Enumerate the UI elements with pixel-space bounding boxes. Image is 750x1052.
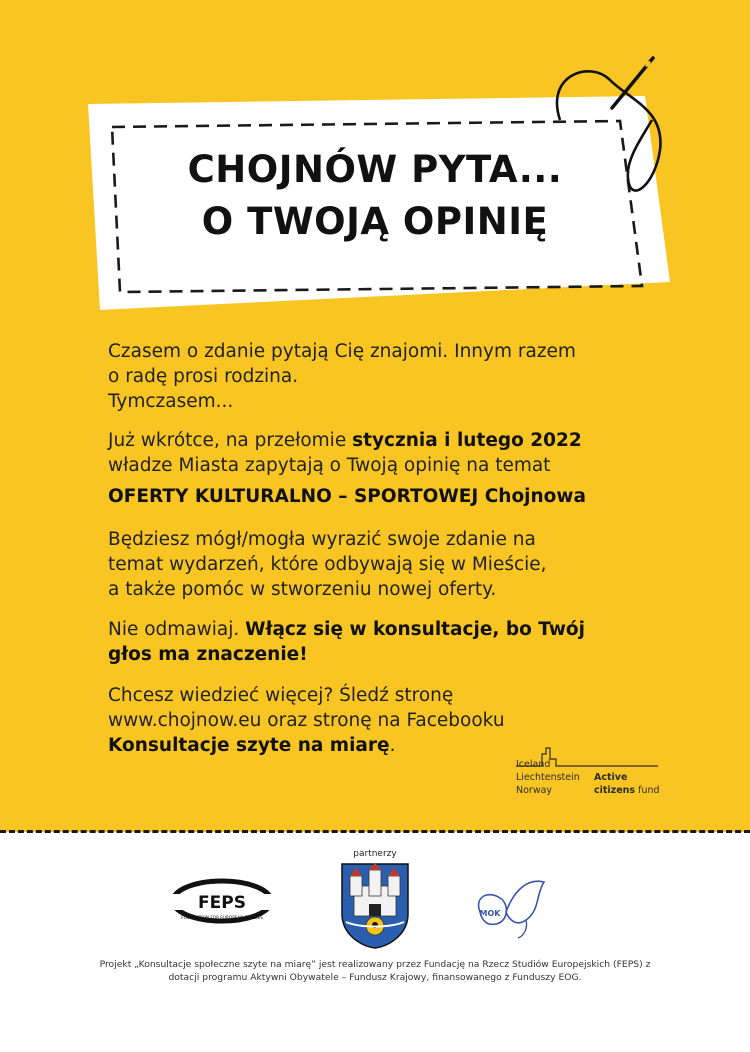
eea-country-3: Norway [516,785,553,796]
title-line-2: O TWOJĄ OPINIĘ [201,200,549,243]
intro-line-3: Tymczasem... [108,391,234,412]
title-line-1: CHOJNÓW PYTA... [187,148,563,191]
opinion-paragraph [108,527,668,602]
fund-word: fund [635,785,660,796]
intro-paragraph [108,339,668,414]
active-citizens-fund-logo [516,745,666,805]
fund-line-1: Active [594,772,628,783]
facebook-page-name[interactable]: Konsultacje szyte na miarę [108,735,390,756]
eea-country-1: Iceland [516,759,551,770]
more-info-line-1: Chcesz wiedzieć więcej? Śledź stronę [108,685,454,706]
opinion-line-3: a także pomóc w stworzeniu nowej oferty. [108,579,497,600]
intro-line-1: Czasem o zdanie pytają Cię znajomi. Innym razem [108,341,576,362]
partners-label: partnerzy [353,849,397,859]
fund-line-2 [594,785,660,797]
feps-logo-sub: FOUNDATION FOR EUROPEAN STUDIES [181,915,263,920]
project-info-line-2: dotacji programu Aktywni Obywatele – Fundusz Krajowy, finansowanego z Funduszy EOG. [168,972,582,983]
call-to-action-paragraph [108,617,668,667]
feps-logo-text: FEPS [198,893,246,913]
mok-logo-text: MOK [479,909,501,918]
cta-bold-2: głos ma znaczenie! [108,644,308,665]
website-link[interactable]: www.chojnow.eu oraz stronę na Facebooku [108,710,505,731]
announcement-paragraph [108,428,668,478]
fund-citizens: citizens [594,785,636,796]
mok-logo [470,872,560,942]
announcement-line-2: władze Miasta zapytają o Twoją opinię na temat [108,455,551,476]
intro-line-2: o radę prosi rodzina. [108,366,299,387]
coat-of-arms-icon [340,862,410,950]
opinion-line-2: temat wydarzeń, które odbywają się w Mieście, [108,554,547,575]
cta-bold-1: Włącz się w konsultacje, bo Twój [245,619,585,640]
dashed-divider [0,830,750,833]
cta-text: Nie odmawiaj. [108,619,246,640]
topic-heading: OFERTY KULTURALNO – SPORTOWEJ Chojnowa [108,486,586,507]
opinion-line-1: Będziesz mógł/mogła wyrazić swoje zdanie na [108,529,536,550]
more-info-period: . [389,735,396,756]
announcement-text: Już wkrótce, na przełomie [108,430,353,451]
project-info-line-1: Projekt „Konsultacje społeczne szyte na miarę” jest realizowany przez Fundację na Rzecz Studiów Europejskich (FEPS) z [99,959,651,970]
announcement-date: stycznia i lutego 2022 [352,430,582,451]
eea-country-2: Liechtenstein [516,772,580,783]
feps-logo [167,878,277,928]
